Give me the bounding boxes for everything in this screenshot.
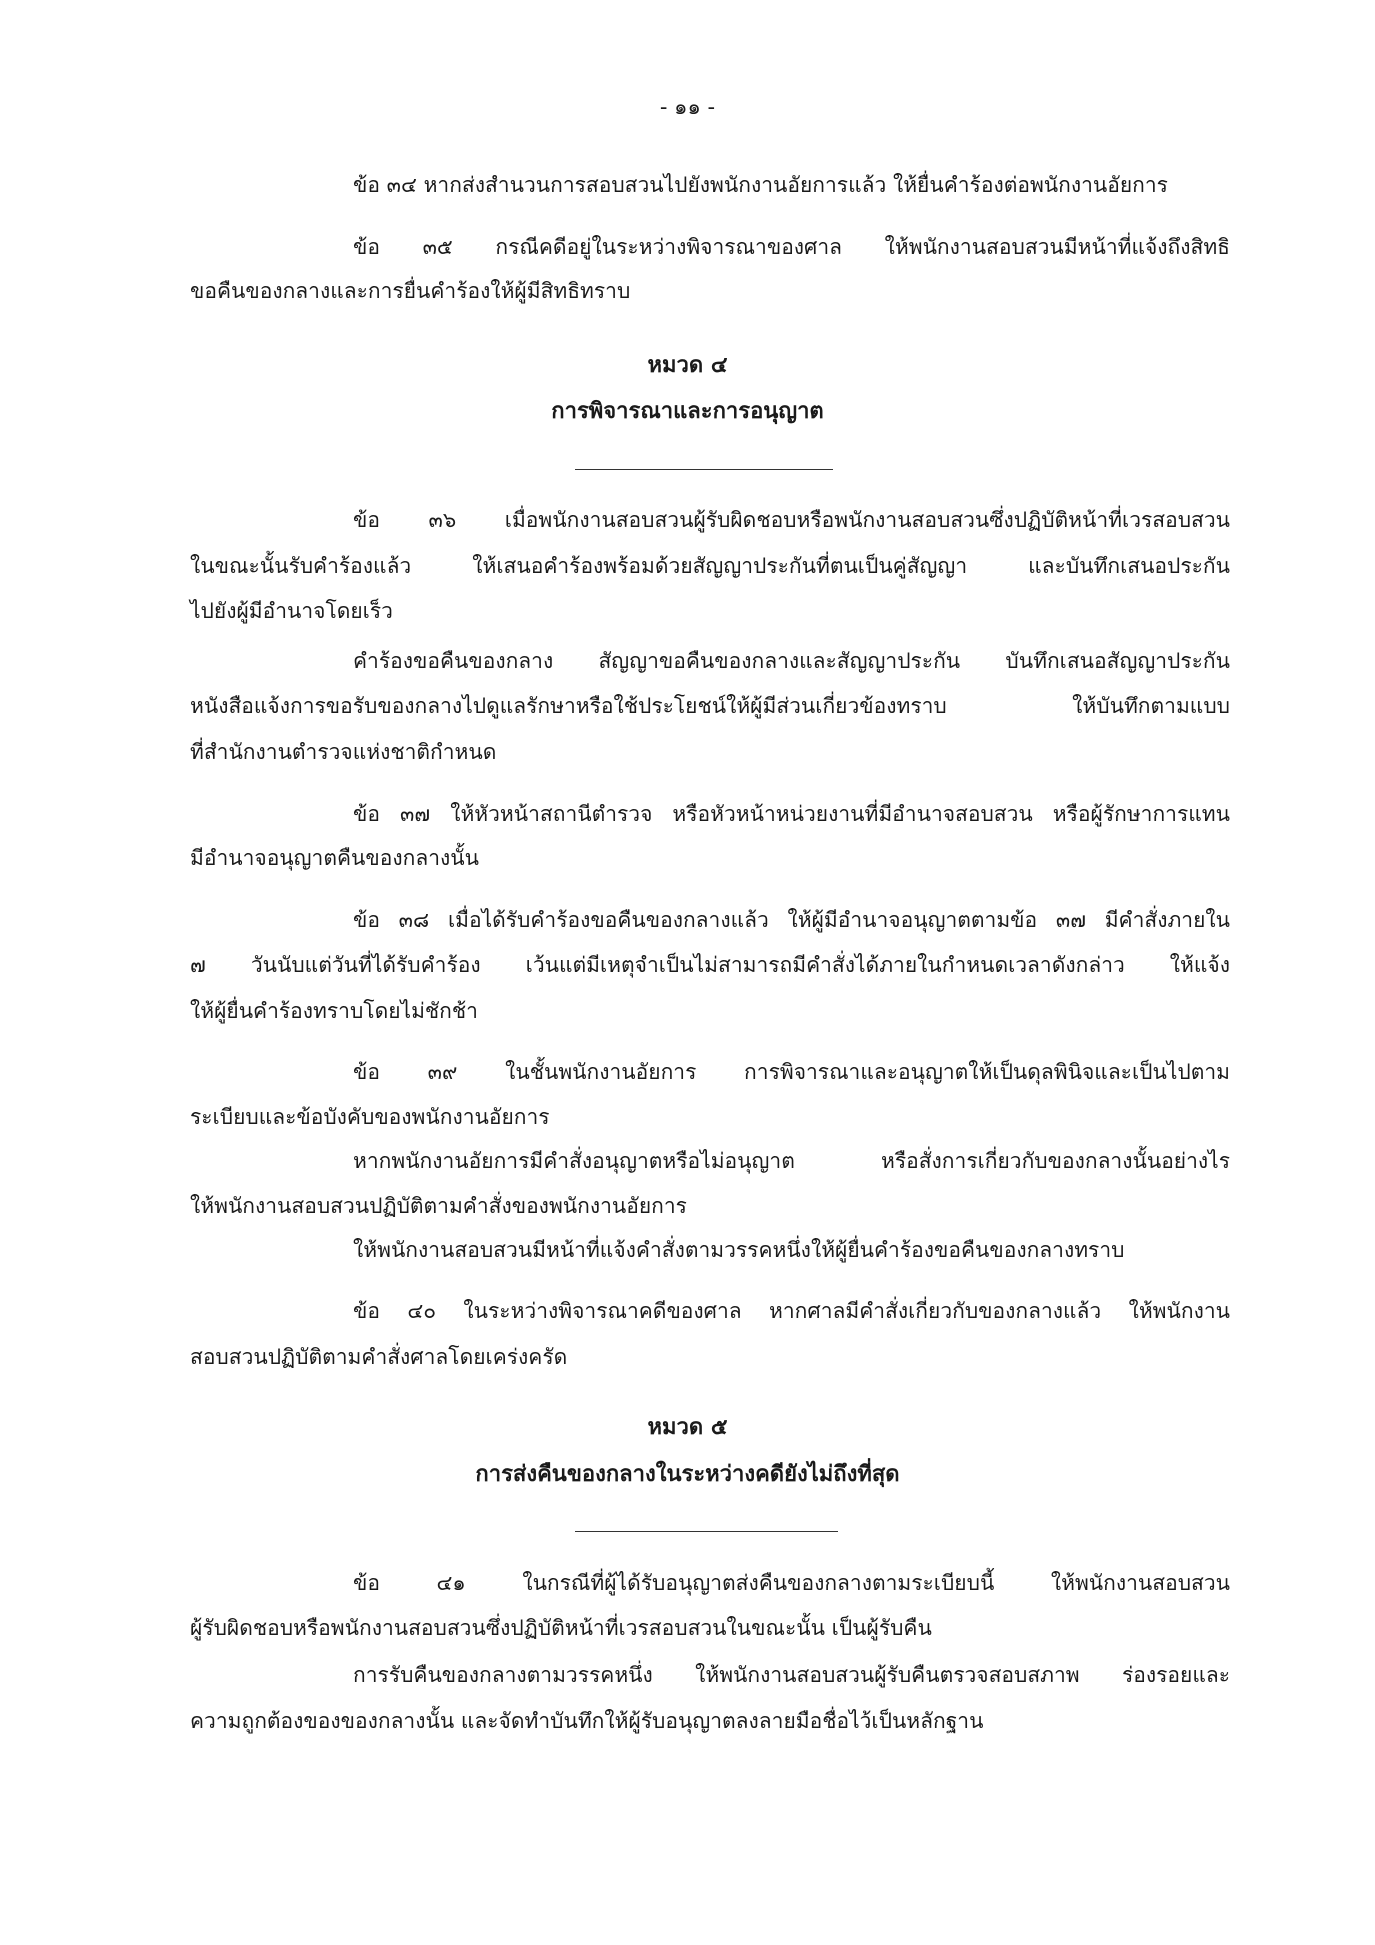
- clause-41-line-1: ข้อ ๔๑ ในกรณีที่ผู้ได้รับอนุญาตส่งคืนของกลางตามระเบียบนี้ ให้พนักงานสอบสวน: [353, 1571, 1230, 1595]
- clause-41-para2-line-1: การรับคืนของกลางตามวรรคหนึ่ง ให้พนักงานสอบสวนผู้รับคืนตรวจสอบสภาพ ร่องรอยและ: [353, 1663, 1230, 1687]
- clause-36-line-3: ไปยังผู้มีอำนาจโดยเร็ว: [190, 599, 393, 623]
- clause-36-line-2: ในขณะนั้นรับคำร้องแล้ว ให้เสนอคำร้องพร้อมด้วยสัญญาประกันที่ตนเป็นคู่สัญญา และบันทึกเสนอประกัน: [190, 554, 1230, 578]
- clause-34: ข้อ ๓๔ หากส่งสำนวนการสอบสวนไปยังพนักงานอัยการแล้ว ให้ยื่นคำร้องต่อพนักงานอัยการ: [353, 173, 1168, 197]
- chapter-5-subtitle: การส่งคืนของกลางในระหว่างคดียังไม่ถึงที่สุด: [475, 1462, 900, 1487]
- chapter-5-title: หมวด ๕: [647, 1415, 728, 1440]
- clause-38-line-3: ให้ผู้ยื่นคำร้องทราบโดยไม่ชักช้า: [190, 999, 478, 1023]
- clause-39-para2-line-1: หากพนักงานอัยการมีคำสั่งอนุญาตหรือไม่อนุญาต หรือสั่งการเกี่ยวกับของกลางนั้นอย่างไร: [353, 1149, 1230, 1173]
- chapter-5-divider: [575, 1531, 838, 1532]
- chapter-4-divider: [575, 469, 833, 470]
- clause-35-line-1: ข้อ ๓๕ กรณีคดีอยู่ในระหว่างพิจารณาของศาล ให้พนักงานสอบสวนมีหน้าที่แจ้งถึงสิทธิ: [353, 235, 1230, 259]
- page-number: - ๑๑ -: [659, 95, 716, 119]
- clause-37-line-1: ข้อ ๓๗ ให้หัวหน้าสถานีตำรวจ หรือหัวหน้าหน่วยงานที่มีอำนาจสอบสวน หรือผู้รักษาการแทน: [353, 802, 1230, 826]
- clause-38-line-2: ๗ วันนับแต่วันที่ได้รับคำร้อง เว้นแต่มีเหตุจำเป็นไม่สามารถมีคำสั่งได้ภายในกำหนดเวลาดังกล่าว ให้แจ้ง: [190, 953, 1230, 977]
- clause-37-line-2: มีอำนาจอนุญาตคืนของกลางนั้น: [190, 846, 479, 870]
- clause-36-line-1: ข้อ ๓๖ เมื่อพนักงานสอบสวนผู้รับผิดชอบหรือพนักงานสอบสวนซึ่งปฏิบัติหน้าที่เวรสอบสวน: [353, 508, 1230, 532]
- chapter-4-title: หมวด ๔: [647, 353, 728, 378]
- clause-40-line-2: สอบสวนปฏิบัติตามคำสั่งศาลโดยเคร่งครัด: [190, 1345, 568, 1369]
- clause-39-line-2: ระเบียบและข้อบังคับของพนักงานอัยการ: [190, 1105, 550, 1129]
- chapter-4-subtitle: การพิจารณาและการอนุญาต: [551, 399, 824, 424]
- clause-39-para2-line-2: ให้พนักงานสอบสวนปฏิบัติตามคำสั่งของพนักงานอัยการ: [190, 1194, 687, 1218]
- clause-36-para2-line-1: คำร้องขอคืนของกลาง สัญญาขอคืนของกลางและสัญญาประกัน บันทึกเสนอสัญญาประกัน: [353, 649, 1230, 673]
- clause-41-line-2: ผู้รับผิดชอบหรือพนักงานสอบสวนซึ่งปฏิบัติหน้าที่เวรสอบสวนในขณะนั้น เป็นผู้รับคืน: [190, 1616, 932, 1640]
- clause-39-line-1: ข้อ ๓๙ ในชั้นพนักงานอัยการ การพิจารณาและอนุญาตให้เป็นดุลพินิจและเป็นไปตาม: [353, 1060, 1230, 1084]
- clause-40-line-1: ข้อ ๔๐ ในระหว่างพิจารณาคดีของศาล หากศาลมีคำสั่งเกี่ยวกับของกลางแล้ว ให้พนักงาน: [353, 1299, 1230, 1323]
- clause-41-para2-line-2: ความถูกต้องของของกลางนั้น และจัดทำบันทึกให้ผู้รับอนุญาตลงลายมือชื่อไว้เป็นหลักฐาน: [190, 1709, 984, 1733]
- clause-36-para2-line-3: ที่สำนักงานตำรวจแห่งชาติกำหนด: [190, 740, 497, 764]
- clause-38-line-1: ข้อ ๓๘ เมื่อได้รับคำร้องขอคืนของกลางแล้ว ให้ผู้มีอำนาจอนุญาตตามข้อ ๓๗ มีคำสั่งภายใน: [353, 908, 1230, 932]
- clause-39-para3: ให้พนักงานสอบสวนมีหน้าที่แจ้งคำสั่งตามวรรคหนึ่งให้ผู้ยื่นคำร้องขอคืนของกลางทราบ: [353, 1238, 1125, 1262]
- clause-35-line-2: ขอคืนของกลางและการยื่นคำร้องให้ผู้มีสิทธิทราบ: [190, 279, 631, 303]
- clause-36-para2-line-2: หนังสือแจ้งการขอรับของกลางไปดูแลรักษาหรือใช้ประโยชน์ให้ผู้มีส่วนเกี่ยวข้องทราบ ให้บันทึกตามแบบ: [190, 694, 1230, 718]
